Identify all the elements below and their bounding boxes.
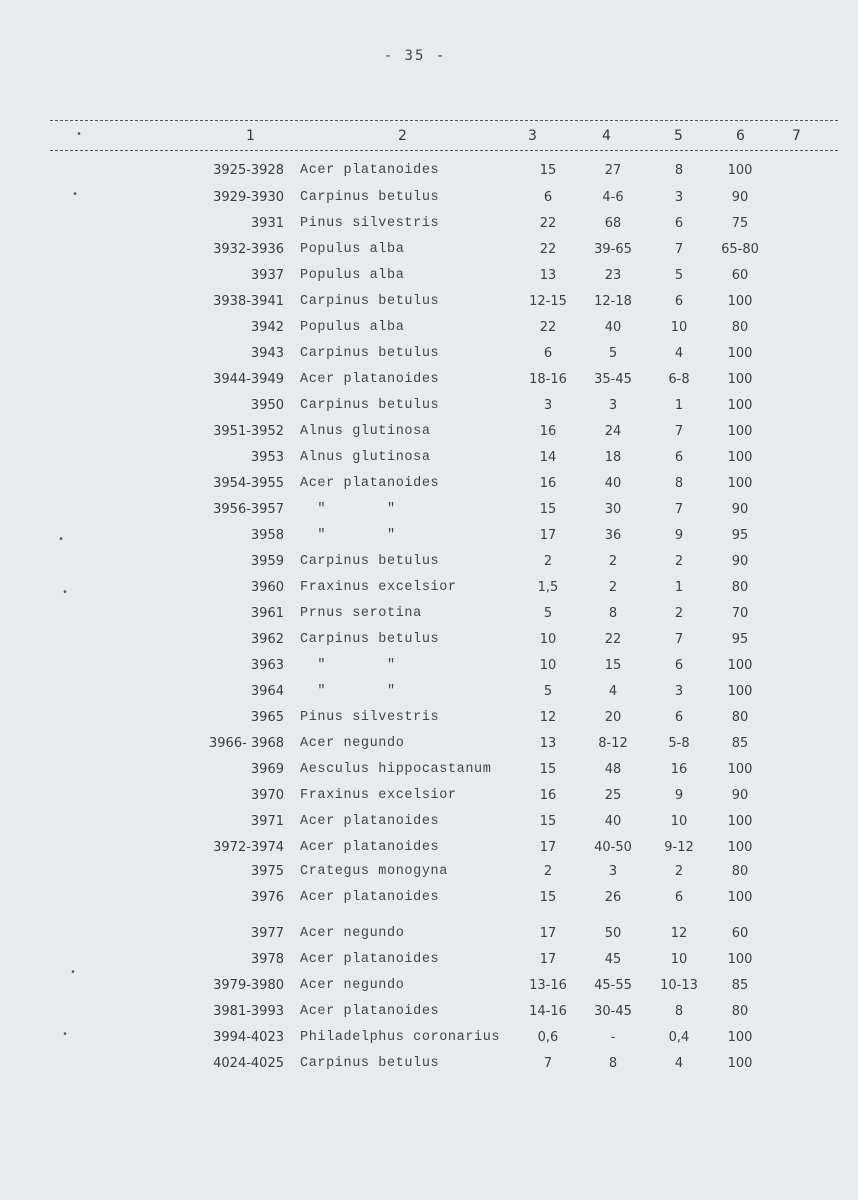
column-5-cell: 10-13 [660,978,698,993]
table-row [0,658,858,680]
column-5-cell: 6 [674,658,684,673]
column-5-cell: 8 [674,476,684,491]
column-4-cell: 8 [608,606,618,621]
table-row [0,163,858,185]
column-5-cell: 7 [674,424,684,439]
column-header-6: 6 [736,128,745,144]
column-3-cell: 22 [539,242,557,257]
catalog-number-cell: 3956-3957 [213,502,284,517]
column-6-cell: 75 [731,216,749,231]
table-row [0,242,858,264]
column-3-cell: 17 [539,926,557,941]
catalog-number-cell: 3971 [250,814,284,829]
table-row [0,952,858,974]
column-3-cell: 16 [539,476,557,491]
species-cell: Acer platanoides [300,890,440,905]
column-3-cell: 7 [543,1056,553,1071]
column-6-cell: 85 [731,978,749,993]
table-row [0,424,858,446]
column-3-cell: 16 [539,788,557,803]
column-5-cell: 10 [670,814,688,829]
catalog-number-cell: 3962 [250,632,284,647]
column-3-cell: 2 [543,554,553,569]
catalog-number-cell: 3978 [250,952,284,967]
column-5-cell: 9-12 [664,840,694,855]
column-5-cell: 16 [670,762,688,777]
column-3-cell: 5 [543,684,553,699]
species-cell: Populus alba [300,268,405,283]
column-4-cell: 30 [604,502,622,517]
column-5-cell: 3 [674,684,684,699]
column-3-cell: 0,6 [537,1030,559,1045]
species-cell: " " [300,528,396,543]
column-6-cell: 100 [727,840,753,855]
column-4-cell: 45-55 [594,978,632,993]
column-5-cell: 4 [674,346,684,361]
column-6-cell: 95 [731,528,749,543]
column-6-cell: 60 [731,268,749,283]
table-row [0,398,858,420]
column-6-cell: 100 [727,658,753,673]
column-5-cell: 8 [674,163,684,178]
column-4-cell: 35-45 [594,372,632,387]
catalog-number-cell: 3944-3949 [213,372,284,387]
species-cell: Carpinus betulus [300,190,440,205]
column-5-cell: 1 [674,580,684,595]
table-row [0,632,858,654]
table-row [0,840,858,862]
catalog-number-cell: 3953 [250,450,284,465]
column-6-cell: 80 [731,710,749,725]
table-row [0,554,858,576]
column-4-cell: 4 [608,684,618,699]
column-6-cell: 90 [731,554,749,569]
header-top-rule [50,120,838,121]
column-5-cell: 5 [674,268,684,283]
column-6-cell: 85 [731,736,749,751]
column-header-1: 1 [246,128,255,144]
column-3-cell: 12-15 [529,294,567,309]
column-6-cell: 100 [727,424,753,439]
catalog-number-cell: 3976 [250,890,284,905]
table-row [0,580,858,602]
margin-mark: • [62,588,69,599]
column-4-cell: 25 [604,788,622,803]
column-4-cell: 40-50 [594,840,632,855]
column-3-cell: 22 [539,216,557,231]
column-3-cell: 2 [543,864,553,879]
margin-mark: • [58,535,65,546]
species-cell: " " [300,684,396,699]
catalog-number-cell: 3961 [250,606,284,621]
column-4-cell: 2 [608,554,618,569]
column-6-cell: 100 [727,890,753,905]
column-6-cell: 100 [727,1056,753,1071]
catalog-number-cell: 3977 [250,926,284,941]
column-5-cell: 7 [674,502,684,517]
table-row [0,216,858,238]
column-5-cell: 6 [674,216,684,231]
table-row [0,890,858,912]
species-cell: Acer platanoides [300,952,440,967]
species-cell: Acer platanoides [300,476,440,491]
column-4-cell: 18 [604,450,622,465]
catalog-number-cell: 3994-4023 [213,1030,284,1045]
column-4-cell: 48 [604,762,622,777]
column-6-cell: 100 [727,294,753,309]
table-row [0,268,858,290]
species-cell: Carpinus betulus [300,398,440,413]
column-5-cell: 6 [674,450,684,465]
column-6-cell: 100 [727,952,753,967]
column-4-cell: 3 [608,864,618,879]
catalog-number-cell: 3964 [250,684,284,699]
table-row [0,1030,858,1052]
species-cell: Pinus silvestris [300,710,440,725]
catalog-number-cell: 3938-3941 [213,294,284,309]
species-cell: Acer platanoides [300,840,440,855]
column-5-cell: 4 [674,1056,684,1071]
table-row [0,926,858,948]
table-row [0,736,858,758]
species-cell: " " [300,502,396,517]
column-5-cell: 10 [670,952,688,967]
column-3-cell: 10 [539,658,557,673]
catalog-number-cell: 3969 [250,762,284,777]
column-6-cell: 80 [731,1004,749,1019]
column-6-cell: 95 [731,632,749,647]
column-3-cell: 3 [543,398,553,413]
column-5-cell: 9 [674,528,684,543]
column-5-cell: 6 [674,294,684,309]
column-6-cell: 90 [731,502,749,517]
species-cell: Acer platanoides [300,814,440,829]
column-4-cell: 45 [604,952,622,967]
column-3-cell: 17 [539,952,557,967]
column-6-cell: 100 [727,814,753,829]
column-4-cell: 15 [604,658,622,673]
catalog-number-cell: 3937 [250,268,284,283]
table-row [0,762,858,784]
species-cell: Carpinus betulus [300,632,440,647]
table-row [0,320,858,342]
table-row [0,346,858,368]
species-cell: Acer negundo [300,736,405,751]
column-3-cell: 17 [539,840,557,855]
species-cell: Acer negundo [300,978,405,993]
column-4-cell: 12-18 [594,294,632,309]
column-4-cell: 68 [604,216,622,231]
column-5-cell: 10 [670,320,688,335]
species-cell: Alnus glutinosa [300,424,431,439]
margin-mark: • [76,130,83,141]
species-cell: Carpinus betulus [300,346,440,361]
column-4-cell: 20 [604,710,622,725]
catalog-number-cell: 4024-4025 [213,1056,284,1071]
catalog-number-cell: 3931 [250,216,284,231]
column-4-cell: 5 [608,346,618,361]
column-3-cell: 17 [539,528,557,543]
catalog-number-cell: 3975 [250,864,284,879]
column-header-5: 5 [674,128,683,144]
column-5-cell: 8 [674,1004,684,1019]
species-cell: Carpinus betulus [300,554,440,569]
page-number: - 35 - [383,48,447,64]
column-4-cell: - [610,1030,616,1045]
column-5-cell: 0,4 [668,1030,690,1045]
column-6-cell: 100 [727,163,753,178]
catalog-number-cell: 3943 [250,346,284,361]
column-6-cell: 100 [727,762,753,777]
column-3-cell: 10 [539,632,557,647]
column-6-cell: 60 [731,926,749,941]
column-5-cell: 6-8 [668,372,690,387]
column-5-cell: 7 [674,632,684,647]
column-4-cell: 40 [604,814,622,829]
margin-mark: • [70,968,77,979]
column-5-cell: 5-8 [668,736,690,751]
species-cell: Acer platanoides [300,163,440,178]
column-6-cell: 100 [727,476,753,491]
column-6-cell: 90 [731,788,749,803]
column-4-cell: 39-65 [594,242,632,257]
column-5-cell: 6 [674,710,684,725]
column-6-cell: 100 [727,372,753,387]
column-3-cell: 13 [539,736,557,751]
column-6-cell: 100 [727,684,753,699]
column-5-cell: 2 [674,606,684,621]
column-5-cell: 1 [674,398,684,413]
table-row [0,978,858,1000]
column-4-cell: 40 [604,320,622,335]
column-4-cell: 36 [604,528,622,543]
table-row [0,788,858,810]
margin-mark: • [62,1030,69,1041]
table-row [0,606,858,628]
catalog-number-cell: 3963 [250,658,284,673]
species-cell: Crategus monogyna [300,864,448,879]
column-3-cell: 15 [539,163,557,178]
species-cell: Acer platanoides [300,372,440,387]
column-3-cell: 12 [539,710,557,725]
table-row [0,1056,858,1078]
species-cell: Aesculus hippocastanum [300,762,492,777]
catalog-number-cell: 3979-3980 [213,978,284,993]
column-3-cell: 22 [539,320,557,335]
column-4-cell: 27 [604,163,622,178]
column-4-cell: 8 [608,1056,618,1071]
column-4-cell: 22 [604,632,622,647]
catalog-number-cell: 3966- 3968 [209,736,284,751]
column-header-2: 2 [398,128,407,144]
catalog-number-cell: 3972-3974 [213,840,284,855]
column-3-cell: 13 [539,268,557,283]
table-row [0,372,858,394]
column-3-cell: 13-16 [529,978,567,993]
column-4-cell: 3 [608,398,618,413]
column-3-cell: 14-16 [529,1004,567,1019]
column-6-cell: 100 [727,346,753,361]
column-6-cell: 80 [731,320,749,335]
catalog-number-cell: 3951-3952 [213,424,284,439]
species-cell: Pinus silvestris [300,216,440,231]
catalog-number-cell: 3960 [250,580,284,595]
column-header-3: 3 [528,128,537,144]
column-4-cell: 30-45 [594,1004,632,1019]
column-5-cell: 2 [674,864,684,879]
column-3-cell: 15 [539,890,557,905]
table-row [0,502,858,524]
column-6-cell: 100 [727,1030,753,1045]
table-row [0,1004,858,1026]
column-4-cell: 8-12 [598,736,628,751]
column-3-cell: 16 [539,424,557,439]
species-cell: Alnus glutinosa [300,450,431,465]
column-3-cell: 5 [543,606,553,621]
column-4-cell: 26 [604,890,622,905]
species-cell: Philadelphus coronarius [300,1030,501,1045]
column-6-cell: 65-80 [721,242,759,257]
column-4-cell: 4-6 [602,190,624,205]
column-3-cell: 15 [539,502,557,517]
column-4-cell: 23 [604,268,622,283]
table-row [0,190,858,212]
catalog-number-cell: 3929-3930 [213,190,284,205]
column-header-4: 4 [602,128,611,144]
table-row [0,814,858,836]
species-cell: Populus alba [300,242,405,257]
catalog-number-cell: 3925-3928 [213,163,284,178]
table-row [0,864,858,886]
species-cell: Prnus serotina [300,606,422,621]
species-cell: Acer platanoides [300,1004,440,1019]
column-4-cell: 50 [604,926,622,941]
catalog-number-cell: 3950 [250,398,284,413]
column-3-cell: 18-16 [529,372,567,387]
column-3-cell: 1,5 [537,580,559,595]
species-cell: Fraxinus excelsior [300,788,457,803]
column-5-cell: 2 [674,554,684,569]
column-5-cell: 3 [674,190,684,205]
column-3-cell: 15 [539,814,557,829]
column-3-cell: 15 [539,762,557,777]
column-3-cell: 6 [543,346,553,361]
catalog-number-cell: 3965 [250,710,284,725]
column-5-cell: 12 [670,926,688,941]
species-cell: Acer negundo [300,926,405,941]
catalog-number-cell: 3942 [250,320,284,335]
column-4-cell: 2 [608,580,618,595]
header-bottom-rule [50,150,838,151]
column-6-cell: 100 [727,450,753,465]
column-5-cell: 9 [674,788,684,803]
species-cell: " " [300,658,396,673]
catalog-number-cell: 3959 [250,554,284,569]
species-cell: Carpinus betulus [300,294,440,309]
catalog-number-cell: 3970 [250,788,284,803]
table-row [0,450,858,472]
column-header-7: 7 [792,128,801,144]
catalog-number-cell: 3981-3993 [213,1004,284,1019]
column-5-cell: 6 [674,890,684,905]
table-row [0,294,858,316]
species-cell: Carpinus betulus [300,1056,440,1071]
column-6-cell: 80 [731,864,749,879]
table-row [0,710,858,732]
column-4-cell: 24 [604,424,622,439]
column-6-cell: 70 [731,606,749,621]
column-6-cell: 100 [727,398,753,413]
column-6-cell: 80 [731,580,749,595]
catalog-number-cell: 3932-3936 [213,242,284,257]
species-cell: Populus alba [300,320,405,335]
margin-mark: • [72,190,79,201]
column-6-cell: 90 [731,190,749,205]
column-5-cell: 7 [674,242,684,257]
table-row [0,684,858,706]
species-cell: Fraxinus excelsior [300,580,457,595]
catalog-number-cell: 3958 [250,528,284,543]
column-3-cell: 6 [543,190,553,205]
column-3-cell: 14 [539,450,557,465]
table-row [0,476,858,498]
catalog-number-cell: 3954-3955 [213,476,284,491]
table-row [0,528,858,550]
column-4-cell: 40 [604,476,622,491]
